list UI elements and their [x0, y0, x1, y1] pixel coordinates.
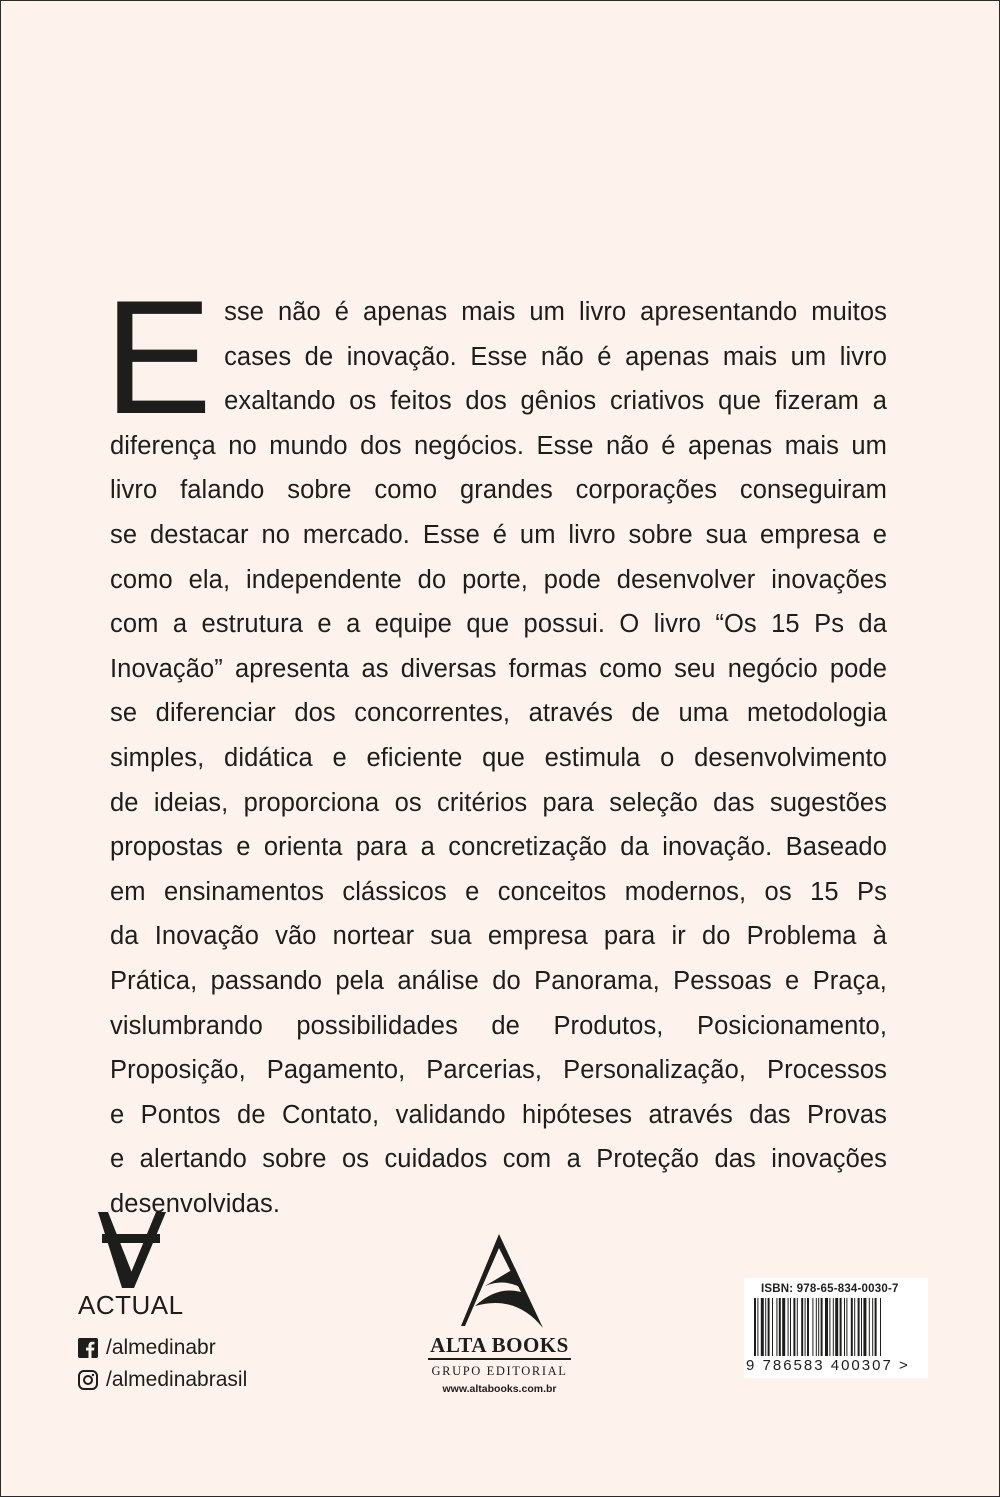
- barcode-bar: [790, 1298, 791, 1356]
- synopsis-line: propostas e orienta para a concretização da inovação. Baseado: [110, 833, 887, 862]
- facebook-link[interactable]: [78, 1336, 216, 1360]
- barcode-bar: [812, 1298, 813, 1356]
- instagram-icon: [78, 1370, 98, 1390]
- barcode-bar: [825, 1298, 828, 1356]
- synopsis-line: vislumbrando possibilidades de Produtos, Posicionamento,: [110, 1011, 887, 1040]
- synopsis-line: e alertando sobre os cuidados com a Proteção das inovações: [110, 1145, 887, 1174]
- alta-books-title: ALTA BOOKS: [430, 1333, 569, 1357]
- barcode-bar: [793, 1298, 795, 1356]
- barcode-bar: [782, 1298, 785, 1356]
- barcode-bar: [788, 1298, 789, 1356]
- barcode-bar: [765, 1298, 766, 1356]
- barcode-bar: [801, 1298, 803, 1356]
- barcode-bar: [829, 1298, 830, 1356]
- alta-books-subtitle: GRUPO EDITORIAL: [431, 1364, 568, 1378]
- synopsis-line: se diferenciar dos concorrentes, através de uma metodologia: [110, 699, 887, 728]
- barcode-bar: [872, 1298, 873, 1356]
- actual-logo-icon: [78, 1212, 172, 1288]
- facebook-icon: [78, 1338, 98, 1358]
- barcode-bar: [869, 1298, 870, 1356]
- barcode-bar: [851, 1298, 853, 1356]
- synopsis-line: da Inovação vão nortear sua empresa para ir do Problema à: [110, 922, 887, 951]
- drop-cap: E: [104, 267, 211, 448]
- synopsis-line: sse não é apenas mais um livro apresentando muitos: [224, 298, 887, 326]
- barcode-bar: [757, 1298, 758, 1356]
- synopsis-line: em ensinamentos clássicos e conceitos modernos, os 15 Ps: [110, 877, 887, 906]
- barcode-bar: [816, 1298, 817, 1356]
- barcode-bar: [805, 1298, 806, 1356]
- barcode-bar: [821, 1298, 823, 1356]
- synopsis-line: livro falando sobre como grandes corporações conseguiram: [110, 476, 887, 505]
- barcode-bar: [854, 1298, 855, 1356]
- barcode-bar: [797, 1298, 798, 1356]
- barcode-bar: [772, 1298, 773, 1356]
- barcode-bar: [858, 1298, 860, 1356]
- barcode-bar: [818, 1298, 819, 1356]
- barcode-bar: [833, 1298, 834, 1356]
- synopsis-line: simples, didática e eficiente que estimula o desenvolvimento: [110, 743, 887, 772]
- synopsis-line: cases de inovação. Esse não é apenas mais um livro: [224, 342, 887, 371]
- actual-wordmark: ACTUAL: [78, 1290, 184, 1320]
- barcode-bar: [835, 1298, 838, 1356]
- synopsis-line: com a estrutura e a equipe que possui. O livro “Os 15 Ps da: [110, 610, 887, 639]
- barcode-bar: [861, 1298, 862, 1356]
- barcode-bar: [844, 1298, 845, 1356]
- alta-books-url[interactable]: www.altabooks.com.br: [442, 1383, 557, 1395]
- barcode-bar: [761, 1298, 764, 1356]
- barcode-bar: [754, 1298, 756, 1356]
- barcode-bar: [846, 1298, 847, 1356]
- barcode-bar: [863, 1298, 866, 1356]
- synopsis-line: Proposição, Pagamento, Parcerias, Personalização, Processos: [110, 1056, 887, 1085]
- instagram-handle: /almedinabrasil: [106, 1368, 248, 1391]
- barcode-bars: [752, 1298, 922, 1360]
- synopsis-line: Inovação” apresenta as diversas formas como seu negócio pode: [110, 654, 887, 683]
- synopsis-line: diferença no mundo dos negócios. Esse não é apenas mais um: [110, 431, 887, 460]
- instagram-link[interactable]: [78, 1368, 247, 1392]
- alta-books-logo-icon: [455, 1234, 547, 1333]
- alta-books-divider: [428, 1358, 571, 1360]
- barcode-bar: [779, 1298, 781, 1356]
- barcode-bar: [807, 1298, 809, 1356]
- synopsis-line: se destacar no mercado. Esse é um livro sobre sua empresa e: [110, 520, 887, 549]
- synopsis-line: exaltando os feitos dos gênios criativos que fizeram a: [224, 387, 887, 416]
- barcode-digits: 9 786583 400307 >: [746, 1357, 910, 1374]
- barcode-bar: [776, 1298, 777, 1356]
- barcode-bar: [840, 1298, 842, 1356]
- barcode-bar: [875, 1298, 877, 1356]
- facebook-handle: /almedinabr: [106, 1336, 216, 1359]
- synopsis-line: Prática, passando pela análise do Panorama, Pessoas e Praça,: [110, 966, 887, 995]
- synopsis-line: desenvolvidas.: [110, 1189, 281, 1218]
- synopsis-text: [104, 267, 887, 1226]
- barcode-bar: [768, 1298, 770, 1356]
- synopsis-line: de ideias, proporciona os critérios para seleção das sugestões: [110, 788, 887, 817]
- barcode-bar: [880, 1298, 881, 1356]
- synopsis-line: e Pontos de Contato, validando hipóteses através das Provas: [110, 1100, 887, 1129]
- synopsis-line: como ela, independente do porte, pode desenvolver inovações: [110, 565, 887, 594]
- isbn-label: ISBN: 978-65-834-0030-7: [761, 1283, 899, 1295]
